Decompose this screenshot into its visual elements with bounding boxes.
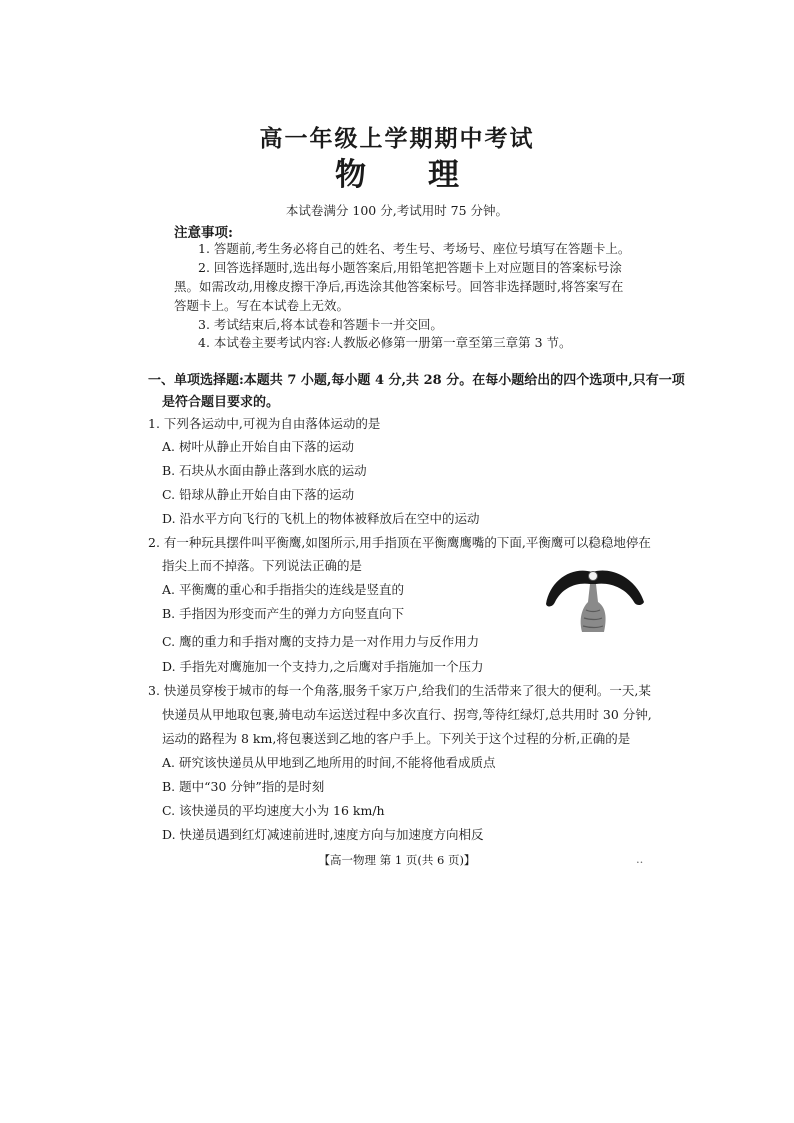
page-footer: 【高一物理 第 1 页(共 6 页)】	[318, 853, 476, 867]
question-3-option-b: B. 题中“30 分钟”指的是时刻	[162, 779, 325, 794]
question-2-option-b: B. 手指因为形变而产生的弹力方向竖直向下	[162, 606, 405, 621]
question-1-option-c: C. 铅球从静止开始自由下落的运动	[162, 487, 355, 502]
finger-shape	[581, 584, 606, 632]
subject-char-1: 物	[335, 157, 366, 193]
notice-line-3: 黑。如需改动,用橡皮擦干净后,再选涂其他答案标号。回答非选择题时,将答案写在	[174, 279, 624, 294]
question-3-stem-line-1: 3. 快递员穿梭于城市的每一个角落,服务千家万户,给我们的生活带来了很大的便利。一天,某	[148, 683, 651, 698]
exam-title: 高一年级上学期期中考试	[259, 125, 535, 152]
section-heading-line-1: 一、单项选择题:本题共 7 小题,每小题 4 分,共 28 分。在每小题给出的四个选项中,只有一项	[148, 373, 685, 388]
notice-line-1: 1. 答题前,考生务必将自己的姓名、考生号、考场号、座位号填写在答题卡上。	[198, 241, 631, 256]
question-1-option-a: A. 树叶从静止开始自由下落的运动	[162, 439, 354, 454]
question-1-stem: 1. 下列各运动中,可视为自由落体运动的是	[148, 416, 381, 431]
question-1-option-d: D. 沿水平方向飞行的飞机上的物体被释放后在空中的运动	[162, 511, 480, 526]
footer-mark: ..	[636, 852, 644, 866]
notice-line-2: 2. 回答选择题时,选出每小题答案后,用铅笔把答题卡上对应题目的答案标号涂	[198, 260, 622, 275]
question-2-stem-line-1: 2. 有一种玩具摆件叫平衡鹰,如图所示,用手指顶在平衡鹰鹰嘴的下面,平衡鹰可以稳稳地停在	[148, 535, 651, 550]
question-3-stem-line-3: 运动的路程为 8 km,将包裹送到乙地的客户手上。下列关于这个过程的分析,正确的是	[162, 731, 631, 746]
question-2-option-a: A. 平衡鹰的重心和手指指尖的连线是竖直的	[162, 582, 404, 597]
question-3-option-c: C. 该快递员的平均速度大小为 16 km/h	[162, 803, 385, 818]
question-3-option-d: D. 快递员遇到红灯减速前进时,速度方向与加速度方向相反	[162, 827, 484, 842]
exam-info: 本试卷满分 100 分,考试用时 75 分钟。	[285, 203, 509, 218]
notice-line-6: 4. 本试卷主要考试内容:人教版必修第一册第一章至第三章第 3 节。	[198, 335, 572, 350]
notice-line-5: 3. 考试结束后,将本试卷和答题卡一并交回。	[198, 317, 443, 332]
question-1-option-b: B. 石块从水面由静止落到水底的运动	[162, 463, 367, 478]
question-3-stem-line-2: 快递员从甲地取包裹,骑电动车运送过程中多次直行、拐弯,等待红绿灯,总共用时 30 分钟,	[162, 707, 652, 722]
balance-eagle-figure	[538, 554, 650, 632]
notice-heading: 注意事项:	[174, 225, 233, 241]
eagle-head-shape	[589, 572, 598, 581]
subject-title	[0, 149, 794, 194]
subject-char-2: 理	[428, 157, 459, 193]
notice-line-4: 答题卡上。写在本试卷上无效。	[174, 298, 350, 313]
question-2-option-d: D. 手指先对鹰施加一个支持力,之后鹰对手指施加一个压力	[162, 659, 484, 674]
question-2-stem-line-2: 指尖上而不掉落。下列说法正确的是	[162, 558, 363, 573]
section-heading-line-2: 是符合题目要求的。	[162, 395, 280, 410]
question-3-option-a: A. 研究该快递员从甲地到乙地所用的时间,不能将他看成质点	[162, 755, 496, 770]
question-2-option-c: C. 鹰的重力和手指对鹰的支持力是一对作用力与反作用力	[162, 634, 480, 649]
